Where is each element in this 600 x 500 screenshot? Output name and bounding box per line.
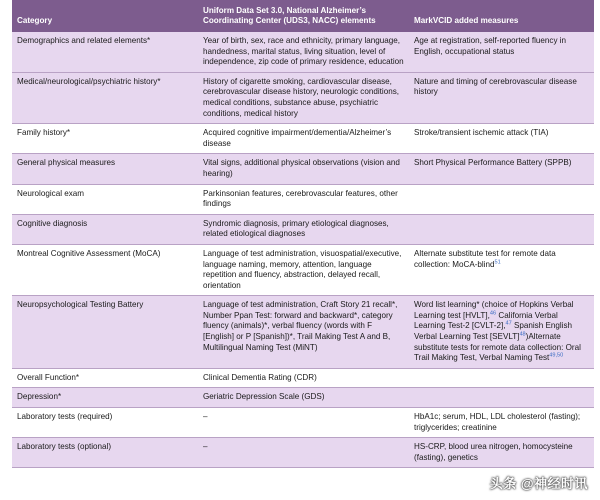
reference-number: 48 xyxy=(519,331,526,338)
row-uds: Year of birth, sex, race and ethnicity, primary language, handedness, marital status, living situation, level of independence, zip code of primary residence, education xyxy=(198,32,409,72)
data-table xyxy=(12,0,594,468)
row-uds: – xyxy=(198,408,409,438)
row-uds: Language of test administration, Craft Story 21 recall*, Number Ppan Test: forward and backward*, category fluency (animals)*, verbal fluency (words with F [English] or P [Spanish])*, Trail Making Test A and B, Multilingual Naming Test (MiNT) xyxy=(198,296,409,369)
table-row xyxy=(12,214,594,244)
reference-number: 46 xyxy=(489,310,497,317)
reference-number: 49,50 xyxy=(549,352,564,359)
row-uds: Acquired cognitive impairment/dementia/Alzheimer’s disease xyxy=(198,124,409,154)
row-markvcid: Nature and timing of cerebrovascular disease history xyxy=(409,72,594,123)
row-uds: Parkinsonian features, cerebrovascular features, other findings xyxy=(198,184,409,214)
row-uds: History of cigarette smoking, cardiovascular disease, cerebrovascular disease history, neurologic conditions, medical conditions, substance abuse, psychiatric conditions, medical history xyxy=(198,72,409,123)
row-markvcid xyxy=(409,388,594,408)
row-markvcid: HbA1c; serum, HDL, LDL cholesterol (fasting); triglycerides; creatinine xyxy=(409,408,594,438)
header-category: Category xyxy=(12,0,198,32)
row-category: Montreal Cognitive Assessment (MoCA) xyxy=(12,244,198,295)
row-category: Depression* xyxy=(12,388,198,408)
markvcid-text-part: Word list learning* (choice of Hopkins Verbal Learning test [HVLT], xyxy=(414,300,574,320)
markvcid-text-part: California Verbal Learning Test-2 [CVLT-2], xyxy=(414,310,558,331)
row-category: Family history* xyxy=(12,124,198,154)
table-row xyxy=(12,438,594,468)
row-uds: Syndromic diagnosis, primary etiological diagnoses, related etiological diagnoses xyxy=(198,214,409,244)
row-uds: Clinical Dementia Rating (CDR) xyxy=(198,368,409,388)
row-markvcid xyxy=(409,184,594,214)
markvcid-text: Alternate substitute test for remote data collection: MoCA-blind xyxy=(414,248,556,269)
markvcid-text-part: )Alternate substitute tests for remote data collection: Oral Trail Making Test, Verbal Naming Test xyxy=(414,332,581,363)
row-category: Cognitive diagnosis xyxy=(12,214,198,244)
row-category: Medical/neurological/psychiatric history* xyxy=(12,72,198,123)
row-markvcid: Stroke/transient ischemic attack (TIA) xyxy=(409,124,594,154)
reference-number: 51 xyxy=(494,258,501,265)
table-row xyxy=(12,154,594,184)
header-uds-elements: Uniform Data Set 3.0, National Alzheimer’s Coordinating Center (UDS3, NACC) elements xyxy=(198,0,409,32)
row-markvcid xyxy=(409,244,594,295)
row-markvcid: Age at registration, self-reported fluency in English, occupational status xyxy=(409,32,594,72)
header-markvcid-measures: MarkVCID added measures xyxy=(409,0,594,32)
table-row xyxy=(12,124,594,154)
table-row xyxy=(12,388,594,408)
row-category: General physical measures xyxy=(12,154,198,184)
row-category: Neuropsychological Testing Battery xyxy=(12,296,198,369)
row-markvcid xyxy=(409,214,594,244)
table-row xyxy=(12,244,594,295)
row-markvcid: HS-CRP, blood urea nitrogen, homocysteine (fasting), genetics xyxy=(409,438,594,468)
table-row xyxy=(12,368,594,388)
row-markvcid: Short Physical Performance Battery (SPPB) xyxy=(409,154,594,184)
table-row xyxy=(12,72,594,123)
row-category: Overall Function* xyxy=(12,368,198,388)
row-uds: – xyxy=(198,438,409,468)
row-category: Demographics and related elements* xyxy=(12,32,198,72)
table-header xyxy=(12,0,594,32)
header-row xyxy=(12,0,594,32)
markvcid-text-part: Spanish English Verbal Learning Test [SEVLT] xyxy=(414,321,573,342)
watermark: 头条 @神经时讯 xyxy=(489,475,588,491)
row-category: Laboratory tests (optional) xyxy=(12,438,198,468)
row-category: Laboratory tests (required) xyxy=(12,408,198,438)
reference-number: 47 xyxy=(505,320,512,327)
table-row xyxy=(12,296,594,369)
row-category: Neurological exam xyxy=(12,184,198,214)
row-markvcid xyxy=(409,296,594,369)
row-uds: Language of test administration, visuospatial/executive, language naming, memory, attention, language repetition and fluency, abstraction, delayed recall, orientation xyxy=(198,244,409,295)
row-uds: Geriatric Depression Scale (GDS) xyxy=(198,388,409,408)
table-row xyxy=(12,408,594,438)
row-uds: Vital signs, additional physical observations (vision and hearing) xyxy=(198,154,409,184)
table-row xyxy=(12,184,594,214)
row-markvcid xyxy=(409,368,594,388)
table-row xyxy=(12,32,594,72)
